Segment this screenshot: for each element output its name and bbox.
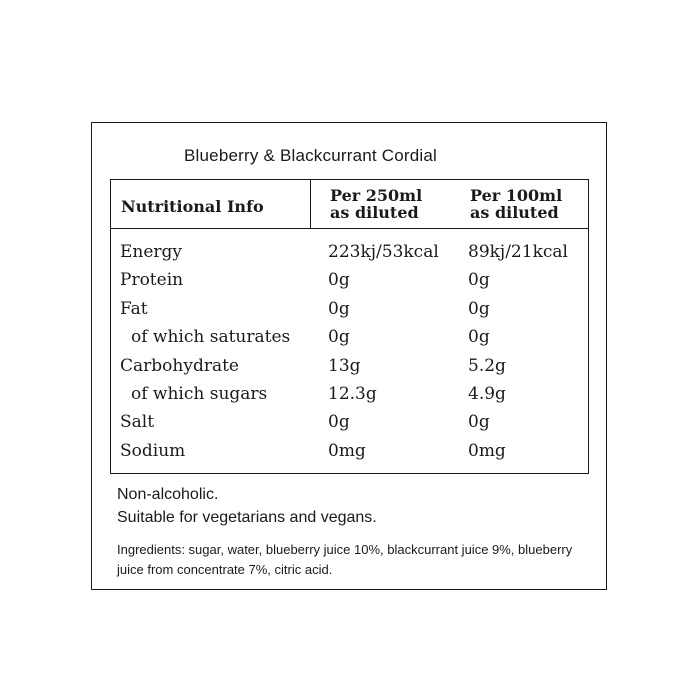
row-value-per-100ml: 4.9g	[468, 383, 506, 404]
row-name: of which saturates	[131, 327, 291, 348]
header-nutritional-info: Nutritional Info	[121, 197, 264, 216]
nutrition-rows	[111, 238, 588, 465]
header-per-250ml-line2: as diluted	[330, 203, 419, 222]
product-title: Blueberry & Blackcurrant Cordial	[184, 146, 437, 165]
table-row	[111, 380, 588, 408]
row-value-per-250ml: 12.3g	[328, 383, 377, 404]
row-name: Protein	[120, 270, 184, 291]
table-row	[111, 295, 588, 323]
row-name: Energy	[120, 242, 183, 262]
table-row	[111, 266, 588, 294]
row-value-per-250ml: 0g	[328, 270, 350, 291]
row-value-per-100ml: 0g	[468, 327, 490, 348]
row-value-per-250ml: 0g	[328, 412, 350, 433]
row-value-per-100ml: 0g	[468, 298, 490, 319]
nutrition-table	[110, 179, 589, 474]
row-name: Carbohydrate	[120, 355, 239, 376]
table-row	[111, 352, 588, 380]
header-per-250ml-line1: Per 250ml	[330, 186, 423, 205]
dietary-notes	[117, 483, 377, 529]
header-per-250ml	[330, 187, 422, 221]
header-divider	[310, 180, 311, 229]
header-per-100ml-line1: Per 100ml	[470, 186, 563, 205]
row-name: Fat	[120, 298, 148, 319]
row-value-per-100ml: 89kj/21kcal	[468, 242, 568, 262]
row-name: of which sugars	[131, 383, 268, 404]
row-value-per-100ml: 5.2g	[468, 355, 506, 376]
row-value-per-250ml: 223kj/53kcal	[328, 242, 439, 262]
table-row	[111, 238, 588, 266]
row-value-per-250ml: 0mg	[328, 440, 366, 461]
row-value-per-100ml: 0g	[468, 412, 490, 433]
row-value-per-100ml: 0g	[468, 270, 490, 291]
ingredients-text: Ingredients: sugar, water, blueberry juice 10%, blackcurrant juice 9%, blueberry juice from concentrate 7%, citric acid.	[117, 542, 573, 577]
row-value-per-250ml: 13g	[328, 355, 361, 376]
row-name: Salt	[120, 412, 155, 433]
note-non-alcoholic: Non-alcoholic.	[117, 486, 219, 503]
table-row	[111, 437, 588, 465]
header-per-100ml-line2: as diluted	[470, 203, 559, 222]
table-row	[111, 408, 588, 436]
row-value-per-250ml: 0g	[328, 327, 350, 348]
nutrition-label-card	[91, 122, 607, 590]
row-name: Sodium	[120, 440, 186, 461]
header-per-100ml	[470, 187, 562, 221]
table-row	[111, 323, 588, 351]
table-header	[111, 180, 588, 229]
row-value-per-250ml: 0g	[328, 298, 350, 319]
note-vegetarian: Suitable for vegetarians and vegans.	[117, 509, 377, 526]
row-value-per-100ml: 0mg	[468, 440, 506, 461]
